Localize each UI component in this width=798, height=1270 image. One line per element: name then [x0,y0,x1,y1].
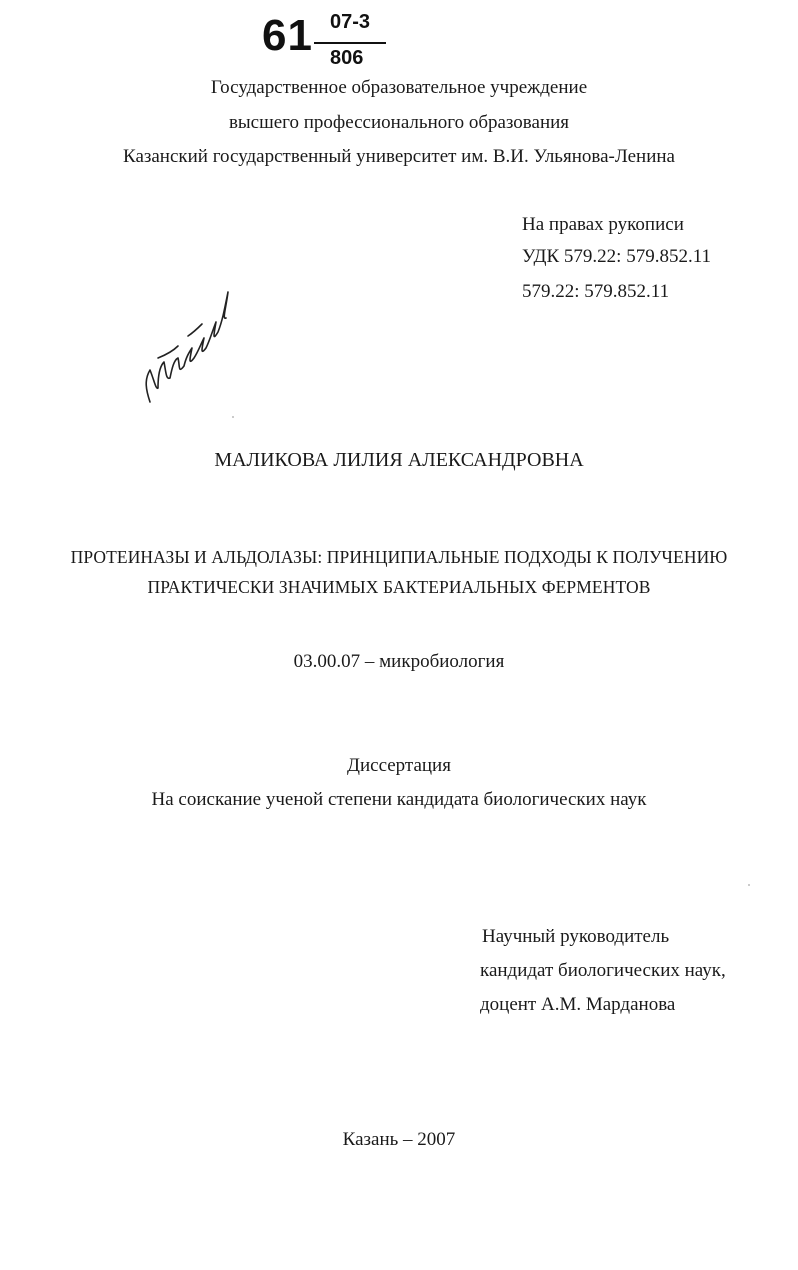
author-name: МАЛИКОВА ЛИЛИЯ АЛЕКСАНДРОВНА [214,449,584,471]
supervisor-role: Научный руководитель [482,926,670,947]
city-year: Казань – 2007 [342,1129,456,1150]
institution-line-3: Казанский государственный университет им. В.И. Ульянова-Ленина [123,146,675,167]
specialty: 03.00.07 – микробиология [293,651,505,672]
stamp-fraction-line [314,42,386,44]
rights-manuscript: На правах рукописи [522,214,684,235]
title-line-1: ПРОТЕИНАЗЫ И АЛЬДОЛАЗЫ: ПРИНЦИПИАЛЬНЫЕ ПОДХОДЫ К ПОЛУЧЕНИЮ [70,547,728,567]
archive-stamp [262,10,402,70]
supervisor-name: доцент А.М. Марданова [480,994,676,1015]
scan-speck [232,416,234,418]
supervisor-degree: кандидат биологических наук, [480,960,726,981]
author-signature [128,262,238,412]
scan-speck [748,884,750,886]
signature-drawing [128,262,238,412]
institution-line-2: высшего профессионального образования [228,112,570,133]
institution-line-1: Государственное образовательное учреждение [210,77,588,98]
rights-udc-2: 579.22: 579.852.11 [522,281,670,302]
stamp-fraction-top: 07-3 [330,11,371,33]
stamp-fraction-bottom: 806 [330,47,364,69]
title-line-2: ПРАКТИЧЕСКИ ЗНАЧИМЫХ БАКТЕРИАЛЬНЫХ ФЕРМЕНТОВ [147,577,651,597]
rights-udc-1: УДК 579.22: 579.852.11 [522,246,711,267]
degree-description: На соискание ученой степени кандидата биологических наук [151,789,647,810]
stamp-code: 61 [262,11,313,60]
degree-type: Диссертация [347,755,451,776]
